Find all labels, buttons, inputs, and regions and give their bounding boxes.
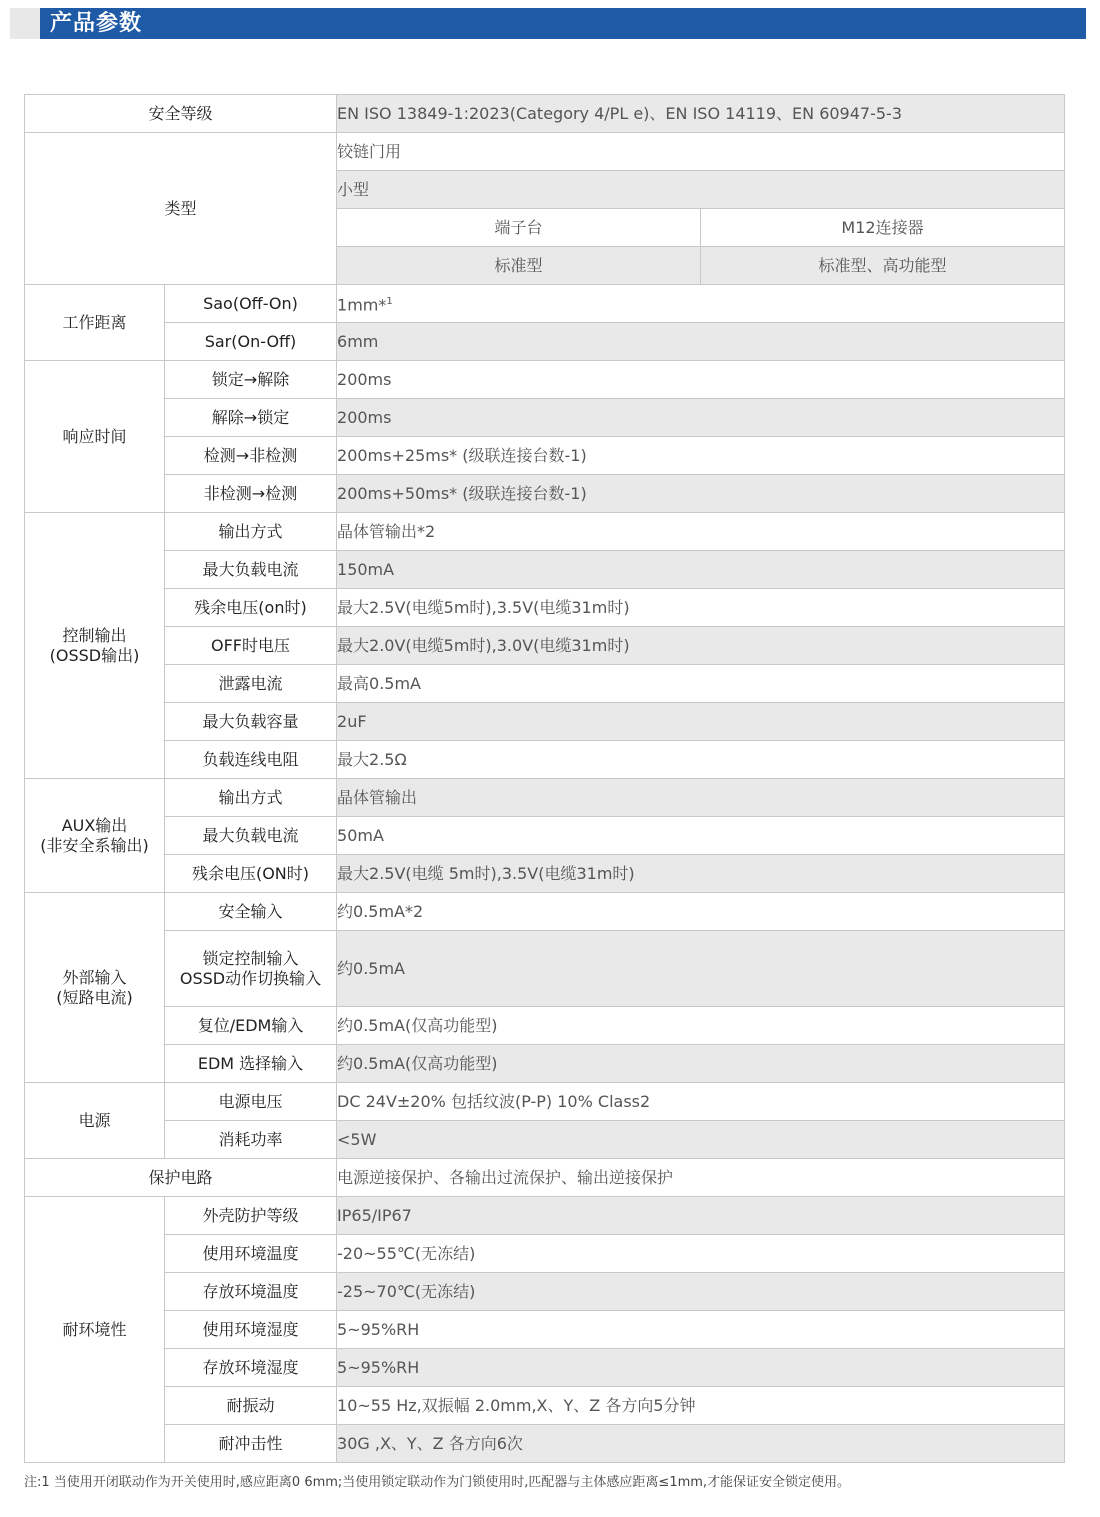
label-distance: 工作距离 (25, 285, 165, 361)
value-protection: 电源逆接保护、各输出过流保护、输出逆接保护 (337, 1159, 1065, 1197)
key-power-1: 消耗功率 (165, 1121, 337, 1159)
key-control-3: OFF时电压 (165, 627, 337, 665)
key-control-0: 输出方式 (165, 513, 337, 551)
value-env-5: 10~55 Hz,双振幅 2.0mm,X、Y、Z 各方向5分钟 (337, 1387, 1065, 1425)
key-ext-1-line1: 锁定控制输入 (202, 948, 299, 968)
key-response-0: 锁定→解除 (165, 361, 337, 399)
value-response-1: 200ms (337, 399, 1065, 437)
key-env-3: 使用环境湿度 (165, 1311, 337, 1349)
value-safety-level: EN ISO 13849-1:2023(Category 4/PL e)、EN ISO 14119、EN 60947-5-3 (337, 95, 1065, 133)
label-type: 类型 (25, 133, 337, 285)
value-env-6: 30G ,X、Y、Z 各方向6次 (337, 1425, 1065, 1463)
value-env-2: -25~70℃(无冻结) (337, 1273, 1065, 1311)
value-type-col-a-val: 标准型 (337, 247, 701, 285)
key-aux-2: 残余电压(ON时) (165, 855, 337, 893)
value-control-6: 最大2.5Ω (337, 741, 1065, 779)
label-control-output-1: 控制输出 (62, 625, 127, 645)
label-external-input-2: (短路电流) (56, 987, 133, 1007)
value-control-5: 2uF (337, 703, 1065, 741)
key-env-6: 耐冲击性 (165, 1425, 337, 1463)
value-control-1: 150mA (337, 551, 1065, 589)
key-ext-1-line2: OSSD动作切换输入 (179, 968, 322, 988)
key-ext-2: 复位/EDM输入 (165, 1007, 337, 1045)
value-type-2: 小型 (337, 171, 1065, 209)
key-distance-0: Sao(Off-On) (165, 285, 337, 323)
value-response-0: 200ms (337, 361, 1065, 399)
key-control-1: 最大负载电流 (165, 551, 337, 589)
footnote-marker: 1 (386, 295, 393, 307)
value-power-1: <5W (337, 1121, 1065, 1159)
label-aux-output (25, 779, 165, 893)
value-env-4: 5~95%RH (337, 1349, 1065, 1387)
value-control-2: 最大2.5V(电缆5m时),3.5V(电缆31m时) (337, 589, 1065, 627)
section-header (10, 8, 1086, 39)
value-aux-2: 最大2.5V(电缆 5m时),3.5V(电缆31m时) (337, 855, 1065, 893)
spec-table (24, 94, 1065, 1463)
label-external-input-1: 外部输入 (62, 967, 127, 987)
label-control-output (25, 513, 165, 779)
key-ext-1 (165, 931, 337, 1007)
value-type-col-b: M12连接器 (701, 209, 1065, 247)
value-response-3: 200ms+50ms* (级联连接台数-1) (337, 475, 1065, 513)
key-aux-0: 输出方式 (165, 779, 337, 817)
key-env-5: 耐振动 (165, 1387, 337, 1425)
label-response: 响应时间 (25, 361, 165, 513)
value-distance-0: 1mm*$^1$ (337, 285, 1065, 323)
value-type-col-a: 端子台 (337, 209, 701, 247)
label-safety-level: 安全等级 (25, 95, 337, 133)
label-control-output-2: (OSSD输出) (49, 645, 140, 665)
value-type-1: 铰链门用 (337, 133, 1065, 171)
key-ext-0: 安全输入 (165, 893, 337, 931)
key-control-4: 泄露电流 (165, 665, 337, 703)
value-env-1: -20~55℃(无冻结) (337, 1235, 1065, 1273)
key-control-5: 最大负载容量 (165, 703, 337, 741)
page-title: 产品参数 (50, 11, 143, 36)
label-aux-output-2: (非安全系输出) (40, 835, 149, 855)
key-aux-1: 最大负载电流 (165, 817, 337, 855)
value-aux-1: 50mA (337, 817, 1065, 855)
value-control-4: 最高0.5mA (337, 665, 1065, 703)
header-tab-accent (10, 8, 40, 39)
value-ext-2: 约0.5mA(仅高功能型) (337, 1007, 1065, 1045)
key-distance-1: Sar(On-Off) (165, 323, 337, 361)
key-env-4: 存放环境湿度 (165, 1349, 337, 1387)
key-control-2: 残余电压(on时) (165, 589, 337, 627)
value-control-3: 最大2.0V(电缆5m时),3.0V(电缆31m时) (337, 627, 1065, 665)
value-env-0: IP65/IP67 (337, 1197, 1065, 1235)
key-response-2: 检测→非检测 (165, 437, 337, 475)
value-response-2: 200ms+25ms* (级联连接台数-1) (337, 437, 1065, 475)
value-type-col-b-val: 标准型、高功能型 (701, 247, 1065, 285)
value-control-0: 晶体管输出*2 (337, 513, 1065, 551)
key-env-0: 外壳防护等级 (165, 1197, 337, 1235)
key-env-2: 存放环境温度 (165, 1273, 337, 1311)
value-aux-0: 晶体管输出 (337, 779, 1065, 817)
key-response-3: 非检测→检测 (165, 475, 337, 513)
label-external-input (25, 893, 165, 1083)
key-control-6: 负载连线电阻 (165, 741, 337, 779)
value-ext-1: 约0.5mA (337, 931, 1065, 1007)
value-ext-0: 约0.5mA*2 (337, 893, 1065, 931)
key-power-0: 电源电压 (165, 1083, 337, 1121)
value-env-3: 5~95%RH (337, 1311, 1065, 1349)
label-aux-output-1: AUX输出 (61, 815, 128, 835)
label-protection: 保护电路 (25, 1159, 337, 1197)
key-response-1: 解除→锁定 (165, 399, 337, 437)
label-environment: 耐环境性 (25, 1197, 165, 1463)
value-distance-1: 6mm (337, 323, 1065, 361)
value-ext-3: 约0.5mA(仅高功能型) (337, 1045, 1065, 1083)
value-power-0: DC 24V±20% 包括纹波(P-P) 10% Class2 (337, 1083, 1065, 1121)
footnote: 注:1 当使用开闭联动作为开关使用时,感应距离0 6mm;当使用锁定联动作为门锁使用时,匹配器与主体感应距离≤1mm,才能保证安全锁定使用。 (24, 1475, 851, 1490)
key-env-1: 使用环境温度 (165, 1235, 337, 1273)
key-ext-3: EDM 选择输入 (165, 1045, 337, 1083)
label-power: 电源 (25, 1083, 165, 1159)
